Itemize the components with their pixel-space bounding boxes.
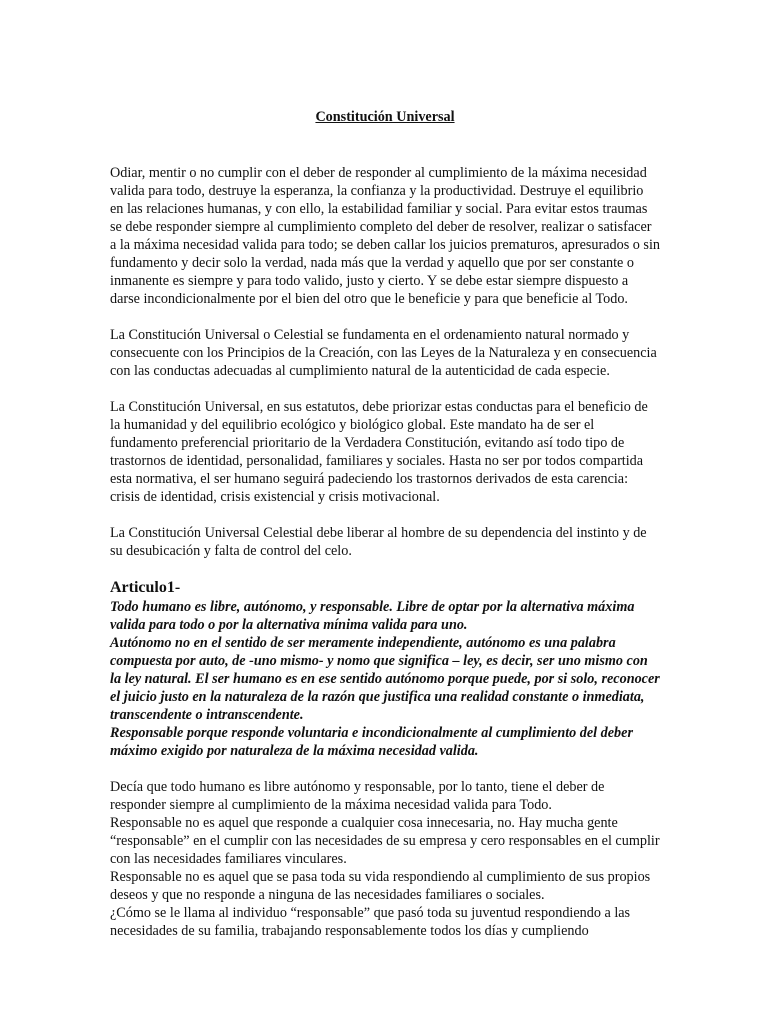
article-line-autonomo: Autónomo no en el sentido de ser meramente independiente, autónomo es una palabra compuesta por auto, de -uno mismo- y nomo que significa – ley, es decir, ser uno mismo con la ley natural. El ser humano es en ese sentido autónomo porque puede, por si solo, reconocer el juicio justo en la naturaleza de la razón que justifica una realidad constante o inmediata, transcendente o intranscendente. <box>110 635 660 723</box>
article-line-libre: Todo humano es libre, autónomo, y responsable. Libre de optar por la alternativa máxima valida para todo o por la alternativa mínima valida para uno. <box>110 599 635 633</box>
paragraph-1: Odiar, mentir o no cumplir con el deber de responder al cumplimiento de la máxima necesidad valida para todo, destruye la esperanza, la confianza y la productividad. Destruye el equilibrio en las relaciones humanas, y con ello, la estabilidad familiar y social. Para evitar estos traumas se debe responder siempre al cumplimiento completo del deber de resolver, realizar o satisfacer a la máxima necesidad valida para todo; se deben callar los juicios prematuros, apresurados o sin fundamento y decir solo la verdad, nada más que la verdad y aquello que por ser constante o inmanente es siempre y para todo valido, justo y cierto. Y se debe estar siempre dispuesto a darse incondicionalmente por el bien del otro que le beneficie y para que beneficie al Todo. <box>110 165 660 307</box>
article-body <box>110 598 660 760</box>
article-line-responsable: Responsable porque responde voluntaria e incondicionalmente al cumplimiento del deber máximo exigido por naturaleza de la máxima necesidad valida. <box>110 725 633 759</box>
closing-line-4: ¿Cómo se le llama al individuo “responsable” que pasó toda su juventud respondiendo a las necesidades de su familia, trabajando responsablemente todos los días y cumpliendo <box>110 905 631 939</box>
closing-text <box>110 778 660 940</box>
closing-line-1: Decía que todo humano es libre autónomo y responsable, por lo tanto, tiene el deber de responder siempre al cumplimiento de la máxima necesidad valida para Todo. <box>110 779 605 813</box>
paragraph-3: La Constitución Universal, en sus estatutos, debe priorizar estas conductas para el beneficio de la humanidad y del equilibrio ecológico y biológico global. Este mandato ha de ser el fundamento preferencial prioritario de la Verdadera Constitución, evitando así todo tipo de trastornos de identidad, personalidad, familiares y sociales. Hasta no ser por todos compartida esta normativa, el ser humano seguirá padeciendo los trastornos derivados de esta carencia: crisis de identidad, crisis existencial y crisis motivacional. <box>110 399 648 505</box>
document-content <box>110 108 660 958</box>
paragraph-2: La Constitución Universal o Celestial se fundamenta en el ordenamiento natural normado y consecuente con los Principios de la Creación, con las Leyes de la Naturaleza y en consecuencia con las conductas adecuadas al cumplimiento natural de la autenticidad de cada especie. <box>110 327 657 379</box>
paragraph-4: La Constitución Universal Celestial debe liberar al hombre de su dependencia del instinto y de su desubicación y falta de control del celo. <box>110 525 647 559</box>
closing-line-3: Responsable no es aquel que se pasa toda su vida respondiendo al cumplimiento de sus propios deseos y que no responde a ninguna de las necesidades familiares o sociales. <box>110 869 651 903</box>
closing-line-2: Responsable no es aquel que responde a cualquier cosa innecesaria, no. Hay mucha gente “responsable” en el cumplir con las necesidades de su empresa y cero responsables en el cumplir con las necesidades familiares vinculares. <box>110 815 660 867</box>
document-title: Constitución Universal <box>315 109 455 125</box>
article-heading: Articulo1- <box>110 579 181 596</box>
